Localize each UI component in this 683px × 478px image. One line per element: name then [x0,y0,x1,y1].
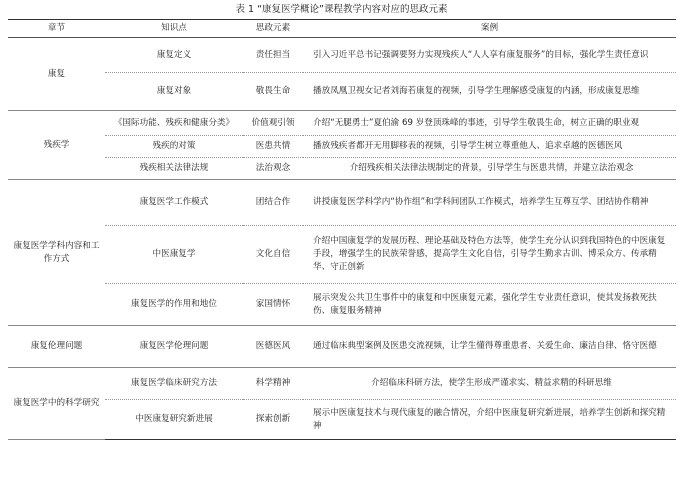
case-cell: 展示突发公共卫生事件中的康复和中医康复元素，强化学生专业责任意识，使其发扬救死扶伤、康复服务精神 [303,284,676,326]
element-cell: 科学精神 [243,368,303,400]
case-cell: 讲授康复医学科学内“协作组”和学科间团队工作模式，培养学生互尊互学、团结协作精神 [303,180,676,226]
case-cell: 引入习近平总书记强调要努力实现残疾人“人人享有康复服务”的目标，强化学生责任意识 [313,49,649,60]
case-cell: 介绍“无腿勇士”夏伯渝 69 岁登顶珠峰的事迹，引导学生敬畏生命，树立正确的职业观 [303,111,676,136]
table-row [8,73,676,111]
case-cell: 介绍临床科研方法，使学生形成严谨求实、精益求精的科研思维 [303,368,676,400]
chapter-cell: 康复伦理问题 [8,326,105,368]
knowledge-point-cell: 康复对象 [105,73,243,111]
case-cell: 通过临床典型案例及医患交流视频，让学生懂得尊重患者、关爱生命、廉洁自律、恪守医德 [303,326,676,368]
table-header-row [8,20,676,38]
element-cell: 团结合作 [243,180,303,226]
chapter-cell: 康复医学学科内容和工作方式 [8,180,105,326]
knowledge-point-cell: 康复医学伦理问题 [105,326,243,368]
element-cell: 探索创新 [243,400,303,440]
element-cell: 医患共情 [243,136,303,158]
knowledge-point-cell: 中医康复学 [105,226,243,284]
knowledge-point-cell: 《国际功能、残疾和健康分类》 [105,111,243,136]
element-cell: 家国情怀 [243,284,303,326]
knowledge-point-cell: 康复医学的作用和地位 [105,284,243,326]
chapter-cell: 康复医学中的科学研究 [8,368,105,440]
table-row [8,111,676,136]
chapter-cell: 残疾学 [8,111,105,180]
knowledge-point-cell: 中医康复研究新进展 [105,400,243,440]
case-cell: 播放凤凰卫视女记者刘海若康复的视频，引导学生理解感受康复的内涵，形成康复思维 [303,73,676,111]
case-cell: 展示中医康复技术与现代康复的融合情况，介绍中医康复研究新进展，培养学生创新和探究精神 [303,400,676,440]
element-cell: 文化自信 [243,226,303,284]
element-cell: 价值观引领 [243,111,303,136]
table-row [8,326,676,368]
knowledge-point-cell: 康复定义 [156,49,192,60]
case-cell: 介绍中国康复学的发展历程、理论基础及特色方法等，使学生充分认识到我国特色的中医康复手段，增强学生的民族荣誉感，提高学生文化自信，引导学生勤求古训、博采众方、传承精华、守正创新 [303,226,676,284]
header-knowledge-point: 知识点 [105,20,243,38]
table-row [8,400,676,440]
element-cell: 法治观念 [243,158,303,180]
table-row [8,158,676,180]
header-ideological-element: 思政元素 [243,20,303,38]
table-caption: 表 1 “康复医学概论”课程教学内容对应的思政元素 [235,4,448,15]
case-cell: 介绍残疾相关法律法规制定的背景，引导学生与医患共情，并建立法治观念 [303,158,676,180]
element-cell: 医德医风 [243,326,303,368]
knowledge-point-cell: 康复医学工作模式 [105,180,243,226]
case-cell: 播放残疾者都开无用脚移表的视频，引导学生树立尊重他人、追求卓越的医德医风 [303,136,676,158]
table-row [8,180,676,226]
chapter-cell: 康复 [8,38,105,111]
table-row [8,38,676,73]
knowledge-point-cell: 残疾的对策 [105,136,243,158]
header-chapter: 章节 [8,20,105,38]
element-cell: 敬畏生命 [243,73,303,111]
table-row [8,136,676,158]
table-row [8,226,676,284]
element-cell: 责任担当 [255,49,291,60]
table-row [8,284,676,326]
header-case: 案例 [303,20,676,38]
table-row [8,368,676,400]
knowledge-point-cell: 康复医学临床研究方法 [105,368,243,400]
ideological-elements-table [8,19,676,440]
knowledge-point-cell: 残疾相关法律法规 [105,158,243,180]
